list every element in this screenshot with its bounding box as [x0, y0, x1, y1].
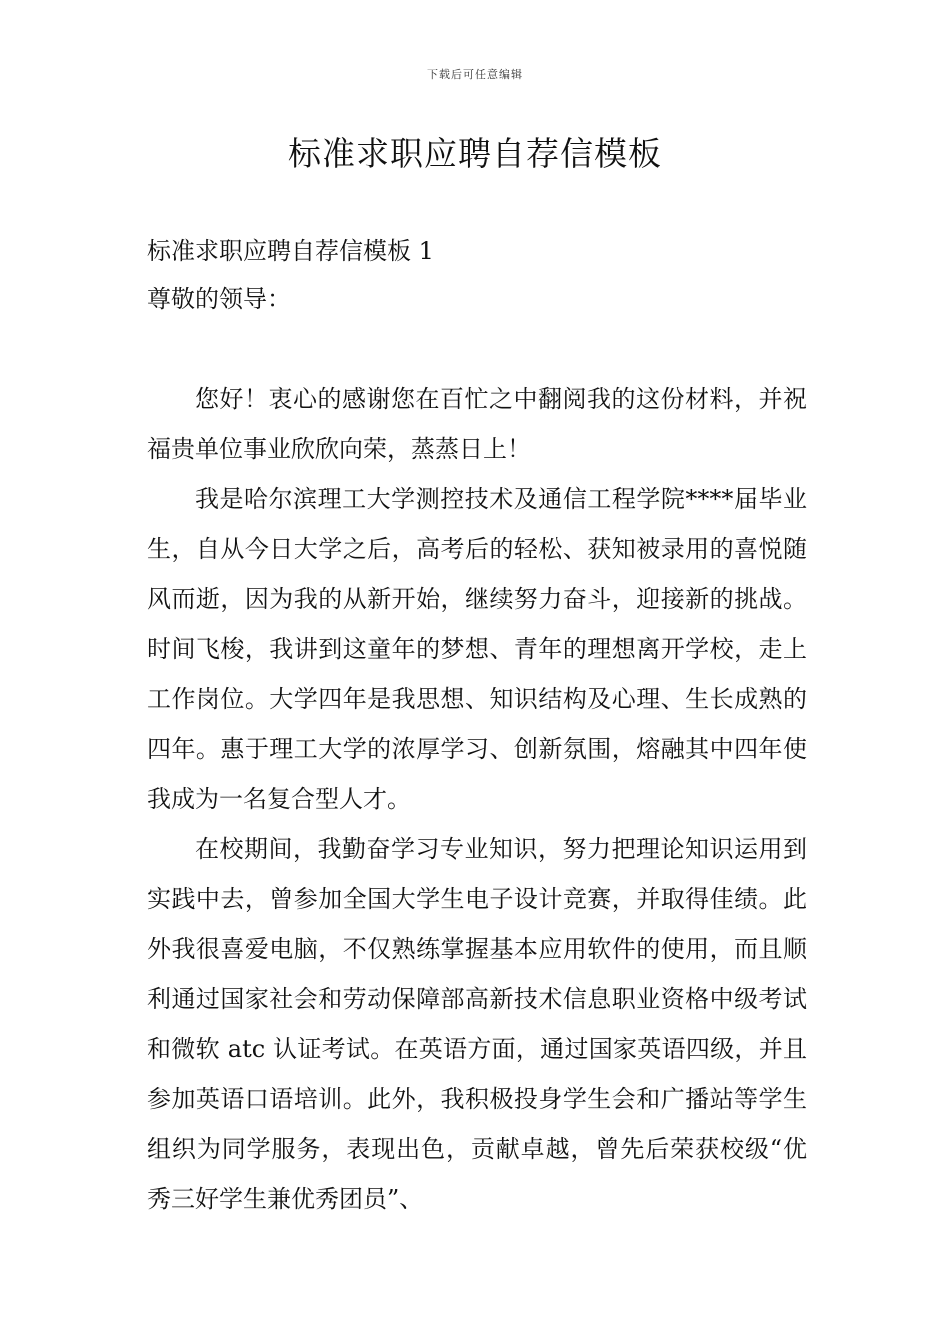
paragraph-achievements: 在校期间，我勤奋学习专业知识，努力把理论知识运用到实践中去，曾参加全国大学生电子设计竞赛，并取得佳绩。此外我很喜爱电脑，不仅熟练掌握基本应用软件的使用，而且顺利通过国家社会和劳动保障部高新技术信息职业资格中级考试和微软 atc 认证考试。在英语方面，通过国家英语四级，并且参加英语口语培训。此外，我积极投身学生会和广播站等学生组织为同学服务，表现出色，贡献卓越，曾先后荣获校级“优秀三好学生兼优秀团员”、	[147, 835, 807, 1213]
letter-body	[147, 374, 807, 1224]
header-note: 下载后可任意编辑	[427, 68, 523, 81]
greeting: 尊敬的领导：	[147, 285, 291, 313]
paragraph-background: 我是哈尔滨理工大学测控技术及通信工程学院****届毕业生，自从今日大学之后，高考后的轻松、获知被录用的喜悦随风而逝，因为我的从新开始，继续努力奋斗，迎接新的挑战。时间飞梭，我讲到这童年的梦想、青年的理想离开学校，走上工作岗位。大学四年是我思想、知识结构及心理、生长成熟的四年。惠于理工大学的浓厚学习、创新氛围，熔融其中四年使我成为一名复合型人才。	[147, 485, 807, 813]
section-subheading: 标准求职应聘自荐信模板 1	[147, 237, 434, 265]
paragraph-intro: 您好！衷心的感谢您在百忙之中翻阅我的这份材料，并祝福贵单位事业欣欣向荣，蒸蒸日上！	[147, 385, 807, 463]
document-title: 标准求职应聘自荐信模板	[288, 134, 662, 173]
